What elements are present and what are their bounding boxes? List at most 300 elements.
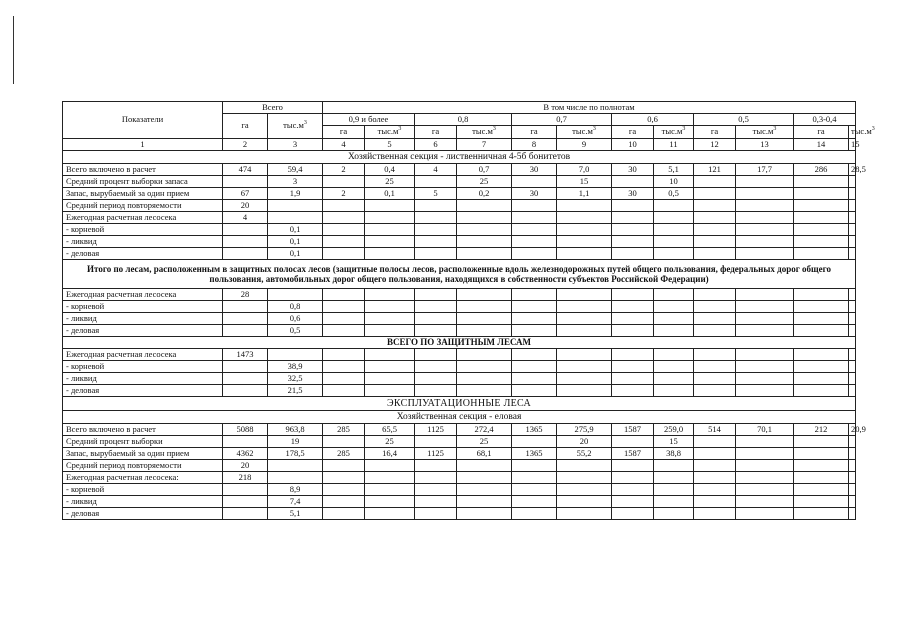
table-cell bbox=[794, 508, 849, 520]
table-cell: 212 bbox=[794, 424, 849, 436]
table-cell: 5 bbox=[415, 188, 457, 200]
table-cell bbox=[654, 212, 694, 224]
table-cell bbox=[654, 484, 694, 496]
table-row bbox=[63, 424, 856, 436]
table-cell bbox=[612, 212, 654, 224]
table-cell bbox=[365, 484, 415, 496]
table-cell bbox=[612, 373, 654, 385]
table-cell: 30 bbox=[612, 164, 654, 176]
table-cell bbox=[694, 325, 736, 337]
table-cell bbox=[268, 200, 323, 212]
table-cell bbox=[457, 289, 512, 301]
table-cell: 0,1 bbox=[365, 188, 415, 200]
unit-thm3: $тыс.м^3$ bbox=[849, 126, 856, 139]
header-total: Всего bbox=[223, 102, 323, 114]
table-cell bbox=[323, 349, 365, 361]
table-cell bbox=[457, 313, 512, 325]
table-cell bbox=[849, 508, 856, 520]
table-cell bbox=[223, 385, 268, 397]
table-cell bbox=[736, 496, 794, 508]
unit-ha: га bbox=[415, 126, 457, 139]
table-row bbox=[63, 325, 856, 337]
table-row bbox=[63, 460, 856, 472]
row-label: Средний период повторяемости bbox=[63, 460, 223, 472]
table-cell bbox=[694, 385, 736, 397]
table-cell bbox=[512, 289, 557, 301]
table-cell bbox=[849, 188, 856, 200]
table-cell bbox=[694, 200, 736, 212]
table-cell bbox=[323, 301, 365, 313]
table-cell: 0,5 bbox=[654, 188, 694, 200]
table-cell bbox=[849, 248, 856, 260]
table-cell bbox=[794, 200, 849, 212]
table-cell bbox=[794, 313, 849, 325]
table-cell bbox=[794, 224, 849, 236]
table-cell bbox=[415, 496, 457, 508]
unit-ha: га bbox=[794, 126, 849, 139]
table-cell bbox=[654, 313, 694, 325]
density-class-3: 0,7 bbox=[512, 114, 612, 126]
table-row bbox=[63, 313, 856, 325]
column-number: 3 bbox=[268, 139, 323, 151]
table-cell bbox=[223, 508, 268, 520]
table-cell bbox=[694, 248, 736, 260]
table-cell bbox=[612, 436, 654, 448]
table-cell bbox=[512, 313, 557, 325]
table-cell bbox=[365, 460, 415, 472]
table-cell bbox=[365, 349, 415, 361]
table-cell bbox=[323, 373, 365, 385]
header-total-ha: га bbox=[223, 114, 268, 139]
table-row bbox=[63, 224, 856, 236]
table-cell: 0,1 bbox=[268, 236, 323, 248]
table-cell: 285 bbox=[323, 424, 365, 436]
table-cell bbox=[736, 448, 794, 460]
table-cell: 68,1 bbox=[457, 448, 512, 460]
section-spruce: Хозяйственная секция - еловая bbox=[63, 411, 856, 424]
table-cell bbox=[457, 385, 512, 397]
table-cell bbox=[457, 301, 512, 313]
table-cell bbox=[365, 496, 415, 508]
table-row bbox=[63, 248, 856, 260]
table-cell bbox=[736, 188, 794, 200]
row-label: Средний период повторяемости bbox=[63, 200, 223, 212]
table-cell bbox=[794, 301, 849, 313]
table-cell bbox=[654, 325, 694, 337]
table-row bbox=[63, 349, 856, 361]
table-cell bbox=[415, 385, 457, 397]
table-cell bbox=[415, 200, 457, 212]
table-cell bbox=[415, 436, 457, 448]
table-cell bbox=[457, 496, 512, 508]
table-cell bbox=[365, 373, 415, 385]
table-cell: 5088 bbox=[223, 424, 268, 436]
table-cell bbox=[512, 176, 557, 188]
table-cell bbox=[557, 248, 612, 260]
table-cell bbox=[694, 224, 736, 236]
table-cell bbox=[849, 200, 856, 212]
table-cell: 28 bbox=[223, 289, 268, 301]
table-cell: 514 bbox=[694, 424, 736, 436]
table-cell: 21,5 bbox=[268, 385, 323, 397]
table-cell: 30 bbox=[512, 164, 557, 176]
row-label: Средний процент выборки bbox=[63, 436, 223, 448]
table-cell bbox=[794, 289, 849, 301]
page-edge-mark bbox=[13, 16, 14, 84]
table-cell: 4 bbox=[415, 164, 457, 176]
table-cell bbox=[457, 236, 512, 248]
table-cell bbox=[794, 484, 849, 496]
table-cell bbox=[323, 436, 365, 448]
table-cell bbox=[694, 448, 736, 460]
table-cell bbox=[557, 236, 612, 248]
table-cell bbox=[612, 248, 654, 260]
table-row bbox=[63, 361, 856, 373]
table-cell bbox=[736, 176, 794, 188]
table-cell bbox=[794, 176, 849, 188]
table-cell bbox=[736, 373, 794, 385]
table-cell bbox=[323, 224, 365, 236]
table-cell bbox=[323, 361, 365, 373]
table-row bbox=[63, 508, 856, 520]
table-cell bbox=[323, 212, 365, 224]
table-cell bbox=[415, 176, 457, 188]
table-cell: 0,1 bbox=[268, 224, 323, 236]
table-cell bbox=[849, 289, 856, 301]
table-cell bbox=[512, 484, 557, 496]
table-cell bbox=[736, 301, 794, 313]
table-cell bbox=[849, 496, 856, 508]
table-cell bbox=[612, 301, 654, 313]
logging-calculation-sheet bbox=[62, 101, 875, 520]
table-cell bbox=[612, 224, 654, 236]
table-cell bbox=[365, 325, 415, 337]
table-cell bbox=[849, 301, 856, 313]
table-cell bbox=[323, 460, 365, 472]
table-cell bbox=[512, 385, 557, 397]
table-cell bbox=[557, 460, 612, 472]
table-cell: 0,7 bbox=[457, 164, 512, 176]
table-cell bbox=[557, 313, 612, 325]
table-cell: 19 bbox=[268, 436, 323, 448]
table-cell bbox=[612, 460, 654, 472]
table-cell bbox=[612, 484, 654, 496]
table-cell bbox=[415, 484, 457, 496]
section-exploitation: ЭКСПЛУАТАЦИОННЫЕ ЛЕСА bbox=[63, 397, 856, 411]
table-cell bbox=[415, 289, 457, 301]
table-cell bbox=[415, 313, 457, 325]
table-cell: 0,1 bbox=[268, 248, 323, 260]
table-cell bbox=[612, 325, 654, 337]
table-cell bbox=[849, 460, 856, 472]
table-cell: 272,4 bbox=[457, 424, 512, 436]
table-cell bbox=[736, 325, 794, 337]
table-cell bbox=[223, 301, 268, 313]
table-cell bbox=[694, 301, 736, 313]
table-cell bbox=[323, 200, 365, 212]
table-cell bbox=[512, 472, 557, 484]
column-number: 4 bbox=[323, 139, 365, 151]
table-cell bbox=[654, 385, 694, 397]
table-cell: 1,9 bbox=[268, 188, 323, 200]
table-cell: 1125 bbox=[415, 424, 457, 436]
table-cell bbox=[512, 224, 557, 236]
row-label: Средний процент выборки запаса bbox=[63, 176, 223, 188]
table-cell: 20 bbox=[557, 436, 612, 448]
table-cell: 963,8 bbox=[268, 424, 323, 436]
table-cell bbox=[415, 248, 457, 260]
table-cell bbox=[512, 496, 557, 508]
table-cell bbox=[223, 236, 268, 248]
section-larch-row bbox=[63, 151, 856, 164]
table-cell bbox=[849, 313, 856, 325]
table-cell bbox=[457, 373, 512, 385]
table-row bbox=[63, 496, 856, 508]
column-number: 14 bbox=[794, 139, 849, 151]
table-cell bbox=[694, 436, 736, 448]
table-cell bbox=[365, 313, 415, 325]
table-cell bbox=[612, 472, 654, 484]
table-cell bbox=[415, 236, 457, 248]
table-cell: 17,7 bbox=[736, 164, 794, 176]
table-cell bbox=[557, 484, 612, 496]
table-cell bbox=[365, 236, 415, 248]
table-cell bbox=[694, 472, 736, 484]
column-number: 6 bbox=[415, 139, 457, 151]
row-label: Запас, вырубаемый за один прием bbox=[63, 188, 223, 200]
table-cell bbox=[223, 248, 268, 260]
table-cell: 38,8 bbox=[654, 448, 694, 460]
table-cell: 15 bbox=[654, 436, 694, 448]
table-cell: 4362 bbox=[223, 448, 268, 460]
table-cell bbox=[794, 361, 849, 373]
table-cell bbox=[268, 289, 323, 301]
header-numbers-row bbox=[63, 139, 856, 151]
table-cell bbox=[365, 472, 415, 484]
table-cell bbox=[365, 248, 415, 260]
table-cell bbox=[736, 236, 794, 248]
table-cell bbox=[612, 508, 654, 520]
table-cell: 25 bbox=[457, 176, 512, 188]
table-cell bbox=[694, 361, 736, 373]
table-cell bbox=[323, 248, 365, 260]
table-cell bbox=[223, 325, 268, 337]
table-row bbox=[63, 448, 856, 460]
table-cell: 0,6 bbox=[268, 313, 323, 325]
table-cell bbox=[654, 224, 694, 236]
table-cell bbox=[223, 373, 268, 385]
table-cell bbox=[612, 313, 654, 325]
logging-table bbox=[62, 101, 875, 520]
table-cell bbox=[365, 289, 415, 301]
table-cell bbox=[512, 301, 557, 313]
table-cell: 286 bbox=[794, 164, 849, 176]
table-cell bbox=[268, 472, 323, 484]
table-cell bbox=[794, 248, 849, 260]
table-cell bbox=[557, 325, 612, 337]
table-cell bbox=[849, 349, 856, 361]
table-cell bbox=[736, 224, 794, 236]
table-cell bbox=[323, 289, 365, 301]
table-cell: 0,2 bbox=[457, 188, 512, 200]
table-cell bbox=[323, 313, 365, 325]
table-cell bbox=[694, 212, 736, 224]
table-cell bbox=[654, 289, 694, 301]
table-cell bbox=[794, 385, 849, 397]
density-class-2: 0,8 bbox=[415, 114, 512, 126]
row-label: Всего включено в расчет bbox=[63, 424, 223, 436]
table-cell: 474 bbox=[223, 164, 268, 176]
table-row bbox=[63, 188, 856, 200]
table-cell bbox=[323, 508, 365, 520]
row-label: Всего включено в расчет bbox=[63, 164, 223, 176]
table-cell: 275,9 bbox=[557, 424, 612, 436]
table-cell bbox=[654, 373, 694, 385]
table-cell bbox=[736, 460, 794, 472]
table-cell bbox=[268, 212, 323, 224]
table-cell bbox=[457, 508, 512, 520]
table-cell bbox=[457, 472, 512, 484]
table-cell bbox=[612, 200, 654, 212]
table-cell bbox=[736, 385, 794, 397]
table-cell: 0,8 bbox=[268, 301, 323, 313]
column-number: 13 bbox=[736, 139, 794, 151]
table-cell bbox=[654, 460, 694, 472]
unit-thm3: $тыс.м^3$ bbox=[654, 126, 694, 139]
density-class-6: 0,3-0,4 bbox=[794, 114, 856, 126]
column-number: 10 bbox=[612, 139, 654, 151]
table-cell: 15 bbox=[557, 176, 612, 188]
table-cell bbox=[557, 301, 612, 313]
table-cell bbox=[849, 361, 856, 373]
table-cell: 259,0 bbox=[654, 424, 694, 436]
table-cell bbox=[557, 224, 612, 236]
table-cell bbox=[794, 496, 849, 508]
table-cell: 1587 bbox=[612, 448, 654, 460]
column-number: 8 bbox=[512, 139, 557, 151]
table-cell bbox=[849, 236, 856, 248]
table-cell: 20 bbox=[223, 200, 268, 212]
table-cell bbox=[736, 436, 794, 448]
table-cell bbox=[557, 349, 612, 361]
table-cell bbox=[365, 361, 415, 373]
table-cell bbox=[457, 325, 512, 337]
table-body bbox=[63, 101, 875, 520]
table-cell bbox=[612, 385, 654, 397]
table-cell bbox=[512, 373, 557, 385]
table-cell: 0,4 bbox=[365, 164, 415, 176]
table-cell: 0,5 bbox=[268, 325, 323, 337]
table-cell bbox=[736, 289, 794, 301]
table-cell bbox=[223, 361, 268, 373]
header-total-thm3: $тыс.м^3$ bbox=[268, 114, 323, 139]
table-cell bbox=[794, 188, 849, 200]
table-cell bbox=[694, 188, 736, 200]
table-cell bbox=[223, 176, 268, 188]
table-cell bbox=[557, 496, 612, 508]
table-cell bbox=[736, 248, 794, 260]
table-cell: 1473 bbox=[223, 349, 268, 361]
table-cell bbox=[849, 224, 856, 236]
table-cell bbox=[365, 224, 415, 236]
row-label: - корневой bbox=[63, 224, 223, 236]
density-class-1: 0,9 и более bbox=[323, 114, 415, 126]
row-label: - ликвид bbox=[63, 313, 223, 325]
row-label: - деловая bbox=[63, 385, 223, 397]
table-cell: 178,5 bbox=[268, 448, 323, 460]
table-cell bbox=[415, 361, 457, 373]
table-cell bbox=[694, 349, 736, 361]
table-cell: 20,9 bbox=[849, 424, 856, 436]
table-cell bbox=[794, 373, 849, 385]
column-number: 1 bbox=[63, 139, 223, 151]
unit-ha: га bbox=[323, 126, 365, 139]
table-cell: 5,1 bbox=[268, 508, 323, 520]
row-label: - ликвид bbox=[63, 373, 223, 385]
table-cell bbox=[323, 496, 365, 508]
table-cell bbox=[323, 236, 365, 248]
row-label: Ежегодная расчетная лесосека bbox=[63, 349, 223, 361]
table-cell bbox=[457, 460, 512, 472]
table-cell: 28,5 bbox=[849, 164, 856, 176]
header-row-1 bbox=[63, 102, 856, 114]
row-label: Ежегодная расчетная лесосека bbox=[63, 289, 223, 301]
table-cell bbox=[223, 496, 268, 508]
table-cell bbox=[415, 212, 457, 224]
table-cell bbox=[268, 460, 323, 472]
table-cell bbox=[223, 313, 268, 325]
row-label: - ликвид bbox=[63, 236, 223, 248]
table-cell bbox=[736, 361, 794, 373]
table-cell: 20 bbox=[223, 460, 268, 472]
table-cell: 30 bbox=[512, 188, 557, 200]
table-cell: 2 bbox=[323, 188, 365, 200]
table-cell: 218 bbox=[223, 472, 268, 484]
unit-thm3: $тыс.м^3$ bbox=[457, 126, 512, 139]
table-cell bbox=[849, 212, 856, 224]
table-cell: 32,5 bbox=[268, 373, 323, 385]
table-cell bbox=[557, 361, 612, 373]
table-cell: 25 bbox=[365, 176, 415, 188]
table-cell: 121 bbox=[694, 164, 736, 176]
table-cell: 55,2 bbox=[557, 448, 612, 460]
table-cell: 3 bbox=[268, 176, 323, 188]
table-cell bbox=[457, 248, 512, 260]
table-cell bbox=[268, 349, 323, 361]
table-cell bbox=[557, 472, 612, 484]
table-row bbox=[63, 436, 856, 448]
table-cell bbox=[365, 200, 415, 212]
unit-thm3: $тыс.м^3$ bbox=[736, 126, 794, 139]
row-label: - деловая bbox=[63, 325, 223, 337]
table-cell bbox=[694, 289, 736, 301]
table-cell: 1587 bbox=[612, 424, 654, 436]
table-cell bbox=[512, 460, 557, 472]
table-cell bbox=[512, 248, 557, 260]
table-cell bbox=[654, 496, 694, 508]
table-cell bbox=[736, 200, 794, 212]
table-cell bbox=[612, 349, 654, 361]
table-cell bbox=[794, 236, 849, 248]
table-cell bbox=[323, 325, 365, 337]
column-number: 9 bbox=[557, 139, 612, 151]
column-number: 7 bbox=[457, 139, 512, 151]
table-cell bbox=[794, 448, 849, 460]
table-cell bbox=[736, 212, 794, 224]
table-cell bbox=[654, 361, 694, 373]
table-cell bbox=[849, 385, 856, 397]
header-by-classes: В том числе по полнотам bbox=[323, 102, 856, 114]
